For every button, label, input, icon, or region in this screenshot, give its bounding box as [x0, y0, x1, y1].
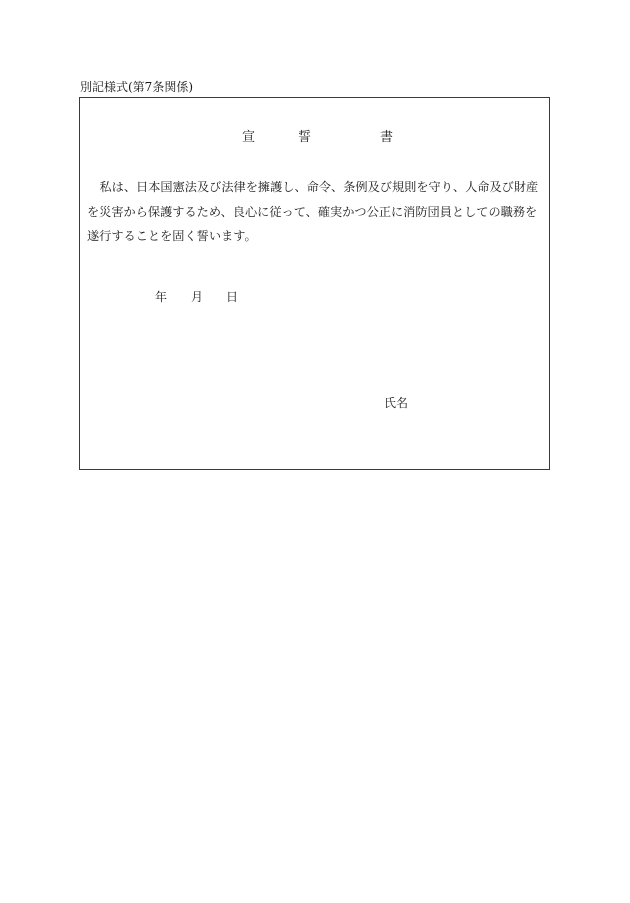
date-day-label: 日	[226, 290, 239, 304]
title-char-3: 書	[380, 130, 394, 145]
title-char-1: 宣	[242, 130, 256, 145]
oath-form-box	[79, 97, 550, 470]
name-label: 氏名	[384, 396, 409, 410]
title-char-2: 誓	[298, 130, 312, 145]
document-title	[80, 129, 549, 147]
oath-text: 私は、日本国憲法及び法律を擁護し、命令、条例及び規則を守り、人命及び財産を災害から保護するため、良心に従って、確実かつ公正に消防団員としての職務を遂行することを固く誓います。	[87, 180, 539, 243]
date-month-label: 月	[191, 290, 204, 304]
form-label: 別記様式(第7条関係)	[80, 80, 193, 94]
date-year-label: 年	[155, 290, 168, 304]
